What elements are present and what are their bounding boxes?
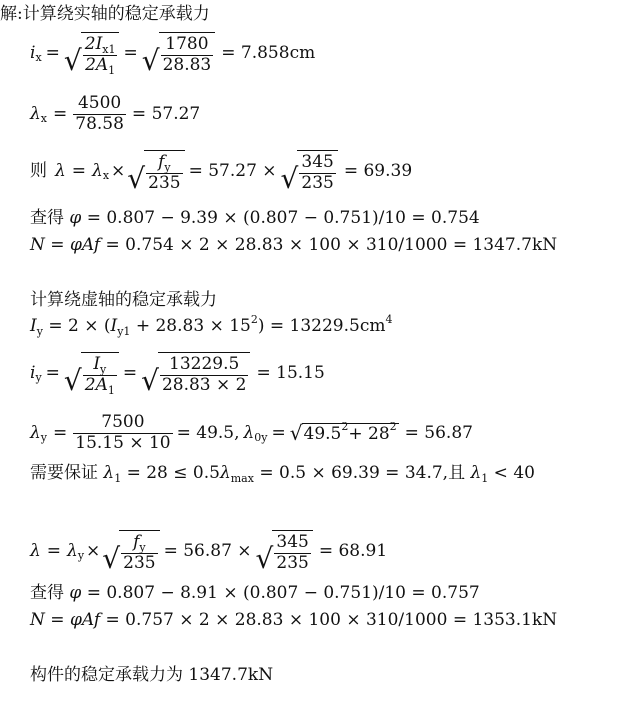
ix-radical-symbolic: √ $2I_{x1}$ $2A_1$ (64, 32, 120, 75)
lambda-y-equation: λ y = $\frac{7500}{15.15 \times 10}$ = 49.5, λ 0y = √ 49.5 2 + 28 2 = 56.87 (30, 412, 473, 453)
section2-header: 计算绕虚轴的稳定承载力 (30, 290, 217, 310)
lambda-equation-2: λ = λ y × √ $f_y$ 235 = 56.87 × √ 345 235 = 68.91 (30, 532, 388, 576)
Iy-line: $I_y = 2 \times (I_{y1} + 28.83 \times 15^2) = 13229.5cm^4$ (30, 313, 393, 338)
N-line-2: N = φAf = 0.757 × 2 × 28.83 × 100 × 310/1000 = 1353.1kN (30, 610, 558, 630)
iy-equation: i y = √ $I_y$ $2A_1$ = √ 13229.5 28.83 × 2 = 15.15 (30, 354, 325, 398)
N-line-1: N = φAf = 0.754 × 2 × 28.83 × 100 × 310/1000 = 1347.7kN (30, 235, 558, 255)
phi-line-2: 查得 φ = 0.807 − 8.91 × (0.807 − 0.751)/10 = 0.757 (30, 583, 480, 603)
solution-header: 解:计算绕实轴的稳定承载力 (0, 4, 210, 24)
ix-radical-numeric: √ 1780 28.83 (142, 32, 216, 75)
conclusion: 构件的稳定承载力为 1347.7kN (30, 665, 274, 685)
requirement-line: 需要保证 $\lambda_1 = 28 \le 0.5\lambda_{max} = 0.5 \times 69.39 = 34.7$,且 $\lambda_1 < 40$ (30, 463, 535, 485)
ix-equation: i x = √ $2I_{x1}$ $2A_1$ = √ 1780 28.83 = 7.858cm (30, 34, 316, 78)
lambda-equation-1: 则 λ = λ x × √ $f_y$ 235 = 57.27 × √ 345 235 = 69.39 (30, 152, 413, 196)
lambda-x-equation: λ x = $\frac{4500}{78.58}$ = 57.27 (30, 93, 201, 134)
phi-line-1: 查得 φ = 0.807 − 9.39 × (0.807 − 0.751)/10 = 0.754 (30, 208, 480, 228)
